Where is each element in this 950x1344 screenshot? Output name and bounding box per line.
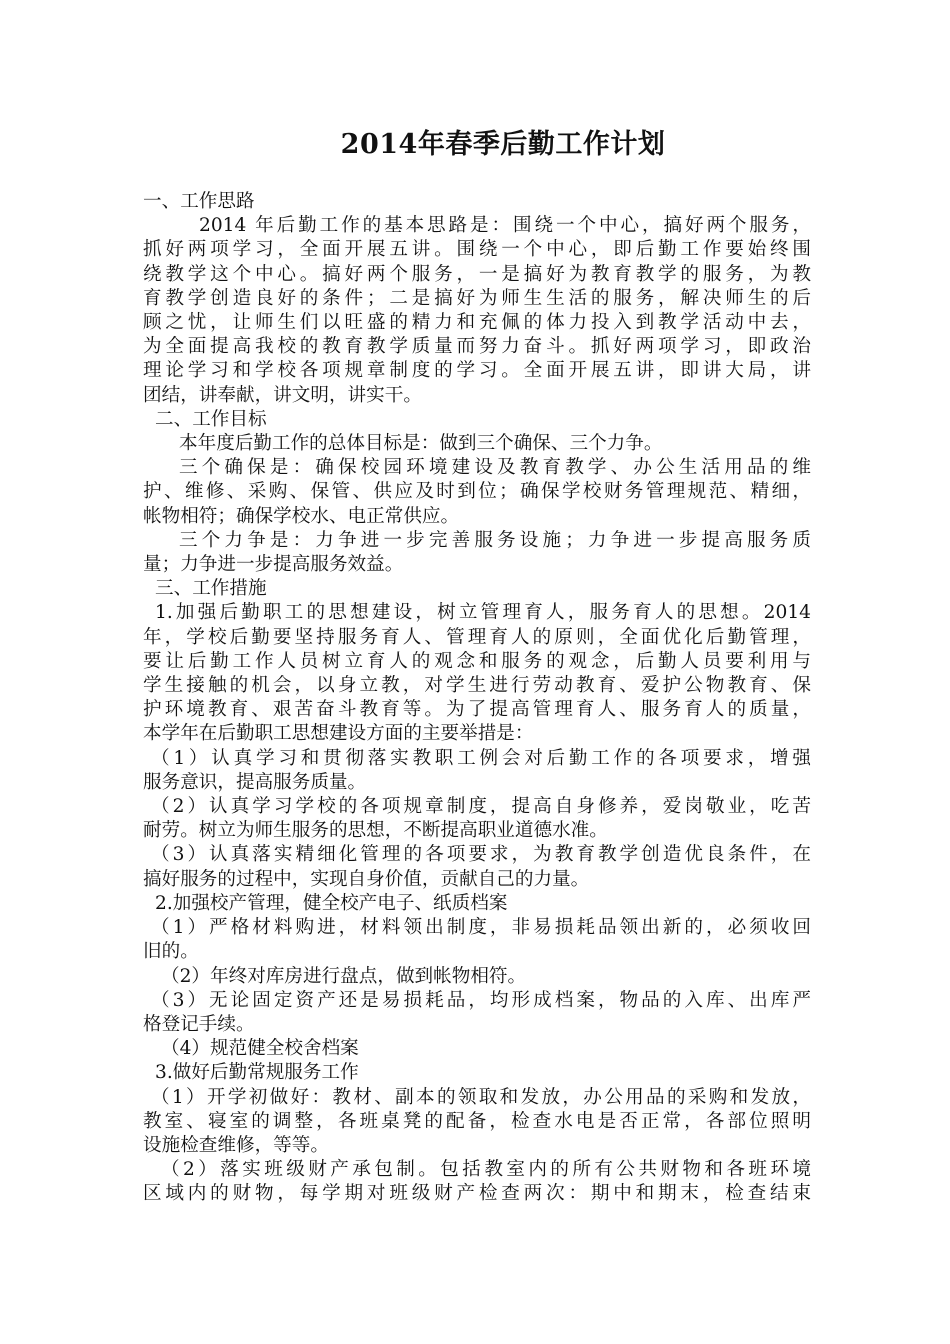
body-line: （2）落实班级财产承包制。包括教室内的所有公共财物和各班环境: [161, 1159, 811, 1181]
body-line: （1）严格材料购进，材料领出制度，非易损耗品领出新的，必须收回: [151, 917, 811, 939]
body-line: 1.加强后勤职工的思想建设，树立管理育人，服务育人的思想。2014: [155, 602, 811, 624]
body-line: （4）规范健全校舍档案: [161, 1038, 359, 1060]
body-line: 格登记手续。: [143, 1013, 255, 1035]
body-line: 绕教学这个中心。搞好两个服务，一是搞好为教育教学的服务，为教: [143, 263, 811, 285]
body-line: 理论学习和学校各项规章制度的学习。全面开展五讲，即讲大局，讲: [143, 360, 811, 382]
body-line: 区域内的财物，每学期对班级财产检查两次：期中和期末，检查结束: [143, 1183, 811, 1205]
body-line: （1）认真学习和贯彻落实教职工例会对后勤工作的各项要求，增强: [151, 747, 811, 769]
body-line: 2.加强校产管理，健全校产电子、纸质档案: [155, 892, 508, 914]
body-line: 护环境教育、艰苦奋斗教育等。为了提高管理育人、服务育人的质量，: [143, 699, 811, 721]
body-line: 三个力争是：力争进一步完善服务设施；力争进一步提高服务质: [179, 529, 811, 551]
body-line: 学生接触的机会，以身立教，对学生进行劳动教育、爱护公物教育、保: [143, 675, 811, 697]
body-line: 二、工作目标: [155, 408, 267, 430]
body-line: （3）无论固定资产还是易损耗品，均形成档案，物品的入库、出库严: [151, 989, 811, 1011]
body-line: 护、维修、采购、保管、供应及时到位；确保学校财务管理规范、精细，: [143, 481, 811, 503]
body-line: 服务意识，提高服务质量。: [143, 771, 367, 793]
body-line: 顾之忧，让师生们以旺盛的精力和充佩的体力投入到教学活动中去，: [143, 312, 811, 334]
body-line: 3.做好后勤常规服务工作: [155, 1062, 359, 1084]
body-line: 设施检查维修，等等。: [143, 1134, 329, 1156]
body-line: 本年度后勤工作的总体目标是：做到三个确保、三个力争。: [179, 433, 663, 455]
body-line: 2014 年后勤工作的基本思路是：围绕一个中心，搞好两个服务，: [199, 215, 811, 237]
body-line: 教室、寝室的调整，各班桌凳的配备，检查水电是否正常，各部位照明: [143, 1110, 811, 1132]
body-line: 团结，讲奉献，讲文明，讲实干。: [143, 384, 422, 406]
body-line: （3）认真落实精细化管理的各项要求，为教育教学创造优良条件，在: [151, 844, 811, 866]
body-line: （2）年终对库房进行盘点，做到帐物相符。: [161, 965, 527, 987]
body-line: 育教学创造良好的条件；二是搞好为师生生活的服务，解决师生的后: [143, 287, 811, 309]
body-line: 三、工作措施: [155, 578, 267, 600]
body-line: 年，学校后勤要坚持服务育人、管理育人的原则，全面优化后勤管理，: [143, 626, 811, 648]
document-page: [143, 128, 811, 1207]
body-line: 旧的。: [143, 941, 199, 963]
document-title: 2014年春季后勤工作计划: [340, 129, 666, 160]
body-line: 帐物相符；确保学校水、电正常供应。: [143, 505, 460, 527]
body-line: 抓好两项学习，全面开展五讲。围绕一个中心，即后勤工作要始终围: [143, 239, 811, 261]
body-line: 本学年在后勤职工思想建设方面的主要举措是：: [143, 723, 534, 745]
body-line: 三个确保是：确保校园环境建设及教育教学、办公生活用品的维: [179, 457, 811, 479]
body-line: 要让后勤工作人员树立育人的观念和服务的观念，后勤人员要利用与: [143, 650, 811, 672]
body-line: （1）开学初做好：教材、副本的领取和发放，办公用品的采购和发放，: [151, 1086, 811, 1108]
body-line: 耐劳。树立为师生服务的思想，不断提高职业道德水准。: [143, 820, 608, 842]
document-body: [143, 190, 811, 1207]
body-line: 为全面提高我校的教育教学质量而努力奋斗。抓好两项学习，即政治: [143, 336, 811, 358]
body-line: 量；力争进一步提高服务效益。: [143, 554, 404, 576]
body-line: （2）认真学习学校的各项规章制度，提高自身修养，爱岗敬业，吃苦: [151, 796, 811, 818]
body-line: 搞好服务的过程中，实现自身价值，贡献自己的力量。: [143, 868, 590, 890]
body-line: 一、工作思路: [143, 191, 255, 212]
